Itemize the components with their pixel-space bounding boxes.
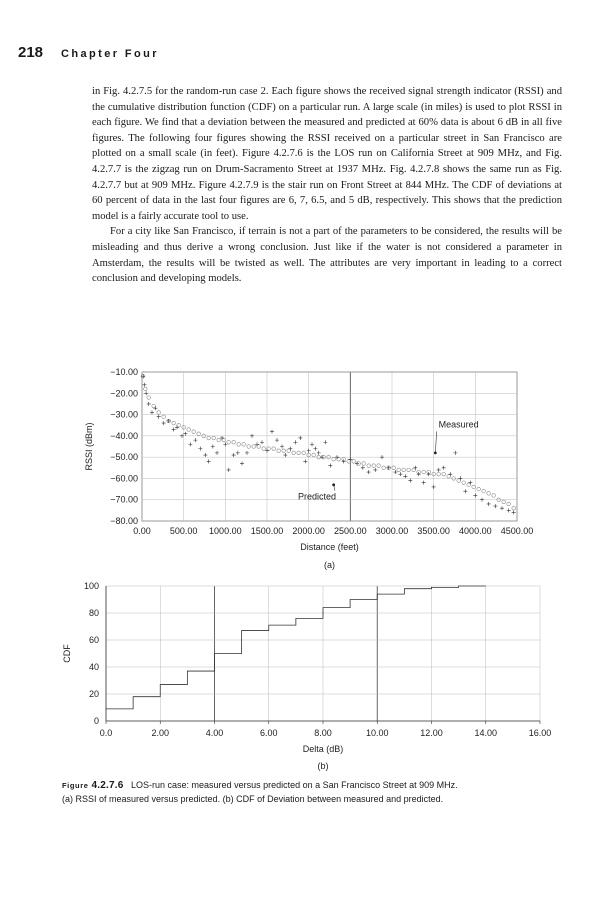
annotation-arrowhead — [434, 451, 437, 454]
panel-label-a: (a) — [324, 560, 335, 570]
y-tick-label-a: −30.00 — [110, 409, 138, 420]
y-tick-label-a: −40.00 — [110, 430, 138, 441]
x-tick-label-b: 4.00 — [205, 728, 224, 738]
x-tick-label-b: 8.00 — [314, 728, 332, 738]
x-tick-label-b: 0.0 — [99, 728, 113, 738]
caption-line-1 — [62, 779, 562, 793]
paragraph-2: For a city like San Francisco, if terrain is not a part of the parameters to be considered, the results will be misleading and thus derive a wrong conclusion. Just like if the water is not considered a parameter in Amsterdam, the results will be twisted as well. The attributes are very important in leading to a correct conclusion and developing models. — [92, 226, 562, 285]
chart-cdf — [62, 581, 551, 771]
y-tick-label-b: 100 — [83, 581, 99, 591]
y-axis-title-b: CDF — [62, 644, 72, 663]
chart-rssi — [84, 367, 533, 570]
caption-figure-number: 4.2.7.6 — [91, 780, 124, 791]
y-tick-label-a: −80.00 — [110, 516, 138, 526]
x-tick-label-b: 2.00 — [151, 728, 170, 738]
x-tick-label-b: 14.00 — [474, 728, 498, 738]
x-tick-label-a: 0.00 — [133, 526, 151, 536]
panel-label-b: (b) — [317, 761, 329, 771]
x-axis-title-b: Delta (dB) — [302, 744, 344, 754]
x-tick-label-a: 1000.00 — [209, 526, 242, 536]
caption-figure-word: Figure — [62, 781, 89, 790]
x-tick-label-a: 500.00 — [169, 526, 198, 536]
annotation-arrowhead — [332, 483, 335, 486]
x-tick-label-a: 2500.00 — [334, 526, 367, 536]
y-tick-label-b: 60 — [88, 635, 99, 645]
predicted-annotation: Predicted — [297, 491, 337, 502]
x-axis-title-a: Distance (feet) — [300, 542, 359, 552]
y-tick-label-a: −20.00 — [110, 388, 138, 399]
page-number: 218 — [18, 44, 44, 61]
y-tick-label-a: −10.00 — [110, 367, 138, 377]
figure-caption — [62, 779, 562, 805]
x-tick-label-a: 3000.00 — [375, 526, 409, 536]
y-tick-label-a: −60.00 — [110, 473, 138, 484]
y-tick-label-b: 80 — [88, 608, 99, 618]
measured-annotation: Measured — [438, 419, 479, 430]
caption-text-1: LOS-run case: measured versus predicted on a San Francisco Street at 909 MHz. — [131, 780, 458, 790]
y-axis-title-a: RSSI (dBm) — [84, 422, 94, 471]
x-tick-label-a: 2000.00 — [292, 526, 325, 536]
x-tick-label-a: 1500.00 — [250, 526, 284, 536]
x-tick-label-b: 6.00 — [259, 728, 278, 738]
y-tick-label-b: 0 — [93, 716, 99, 726]
x-tick-label-a: 4500.00 — [500, 526, 534, 536]
x-tick-label-b: 16.00 — [528, 728, 552, 738]
caption-figure-label — [62, 780, 124, 791]
y-tick-label-a: −50.00 — [110, 452, 138, 463]
y-tick-label-a: −70.00 — [110, 494, 138, 505]
caption-text-2: (a) RSSI of measured versus predicted. (b) CDF of Deviation between measured and predicted. — [62, 793, 444, 804]
y-tick-label-b: 40 — [88, 662, 99, 672]
x-tick-label-a: 3500.00 — [417, 526, 450, 536]
paragraph-1: in Fig. 4.2.7.5 for the random-run case 2. Each figure shows the received signal strength indicator (RSSI) and the cumulative distribution function (CDF) on a particular run. A large scale (in miles) is used to plot RSSI in each figure. We find that a deviation between the measured and predicted at 60% data is about 6 dB in all five figures. The following four figures showing the RSSI received on a particular street in San Francisco are plotted on a small scale (in feet). Figure 4.2.7.6 is the LOS run on California Street at 909 MHz, and Fig. 4.2.7.7 is the zigzag run on Drum-Sacramento Street at 1937 MHz. Fig. 4.2.7.8 shows the same run as Fig. 4.2.7.7 but at 909 MHz. Figure 4.2.7.9 is the stair run on Front Street at 844 MHz. The CDF of deviations at 60 percent of data in the last four figures are 6, 7, 6.5, and 5 dB, respectively. This shows that the prediction model is a fairly accurate tool to use. — [92, 86, 562, 222]
chapter-title: Chapter Four — [61, 48, 159, 60]
x-tick-label-b: 10.00 — [365, 728, 389, 738]
y-tick-label-b: 20 — [88, 689, 99, 699]
x-tick-label-a: 4000.00 — [459, 526, 492, 536]
x-tick-label-b: 12.00 — [420, 728, 443, 738]
